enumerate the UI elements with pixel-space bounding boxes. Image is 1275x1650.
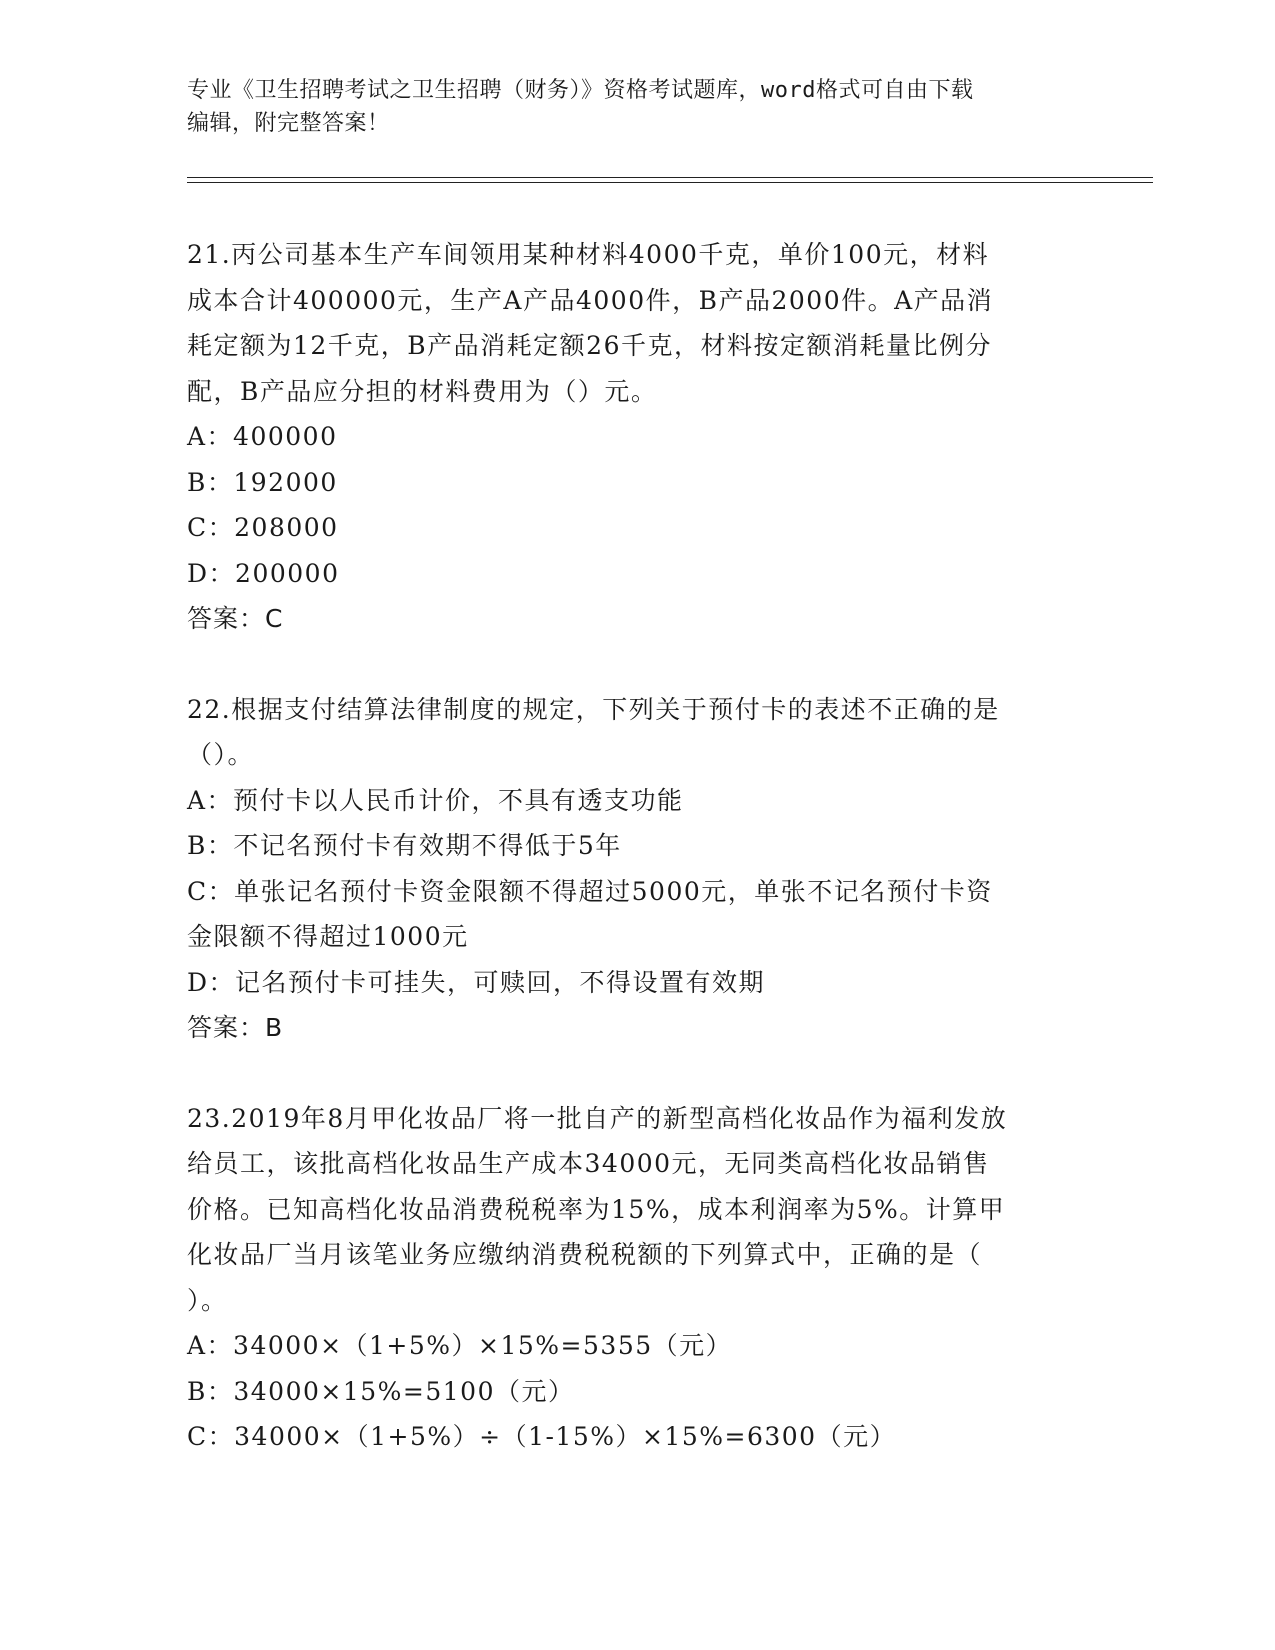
stem-line: 耗定额为12千克，B产品消耗定额26千克，材料按定额消耗量比例分	[187, 331, 992, 360]
option-c: C：34000×（1+5%）÷（1-15%）×15%=6300（元）	[187, 1422, 897, 1451]
stem-line: （）。	[187, 740, 255, 769]
stem-line: 21.丙公司基本生产车间领用某种材料4000千克，单价100元，材料	[187, 240, 990, 269]
question-22	[187, 687, 1087, 1051]
option-c: C：208000	[187, 513, 339, 542]
stem-line: 23.2019年8月甲化妆品厂将一批自产的新型高档化妆品作为福利发放	[187, 1103, 1008, 1133]
question-23	[187, 1096, 1087, 1460]
answer-label: 答案：B	[187, 1013, 284, 1042]
stem-line: 成本合计400000元，生产A产品4000件，B产品2000件。A产品消	[187, 285, 994, 315]
option-d: D：200000	[187, 558, 340, 588]
header-divider-top	[187, 177, 1153, 178]
stem-line: 价格。已知高档化妆品消费税税率为15%，成本利润率为5%。计算甲	[187, 1194, 1006, 1224]
stem-line: 给员工，该批高档化妆品生产成本34000元，无同类高档化妆品销售	[187, 1149, 990, 1178]
question-spacer	[187, 642, 1087, 687]
option-a: A：400000	[187, 422, 338, 451]
answer-label: 答案：C	[187, 604, 284, 633]
option-b: B：不记名预付卡有效期不得低于5年	[187, 831, 622, 860]
document-header	[187, 74, 1087, 140]
header-divider-bottom	[187, 182, 1153, 183]
option-b: B：34000×15%=5100（元）	[187, 1376, 575, 1406]
option-d: D：记名预付卡可挂失，可赎回，不得设置有效期	[187, 967, 766, 997]
stem-line: 配，B产品应分担的材料费用为（）元。	[187, 376, 658, 406]
question-stem	[187, 232, 1087, 414]
stem-line: 化妆品厂当月该笔业务应缴纳消费税税额的下列算式中，正确的是（	[187, 1240, 983, 1269]
question-list	[187, 232, 1087, 1460]
option-line: 金限额不得超过1000元	[187, 922, 469, 951]
question-spacer	[187, 1051, 1087, 1096]
option-c	[187, 869, 1087, 960]
stem-line: 22.根据支付结算法律制度的规定，下列关于预付卡的表述不正确的是	[187, 694, 1000, 724]
stem-line: ）。	[187, 1285, 228, 1315]
header-line-1: 专业《卫生招聘考试之卫生招聘（财务）》资格考试题库，word格式可自由下载	[187, 78, 974, 103]
option-line: C：单张记名预付卡资金限额不得超过5000元，单张不记名预付卡资	[187, 876, 993, 906]
option-a: A：34000×（1+5%）×15%=5355（元）	[187, 1331, 733, 1360]
question-stem	[187, 687, 1087, 778]
question-21	[187, 232, 1087, 642]
option-b: B：192000	[187, 467, 338, 497]
option-a: A：预付卡以人民币计价，不具有透支功能	[187, 785, 684, 815]
header-line-2: 编辑，附完整答案！	[187, 111, 390, 136]
question-stem	[187, 1096, 1087, 1324]
